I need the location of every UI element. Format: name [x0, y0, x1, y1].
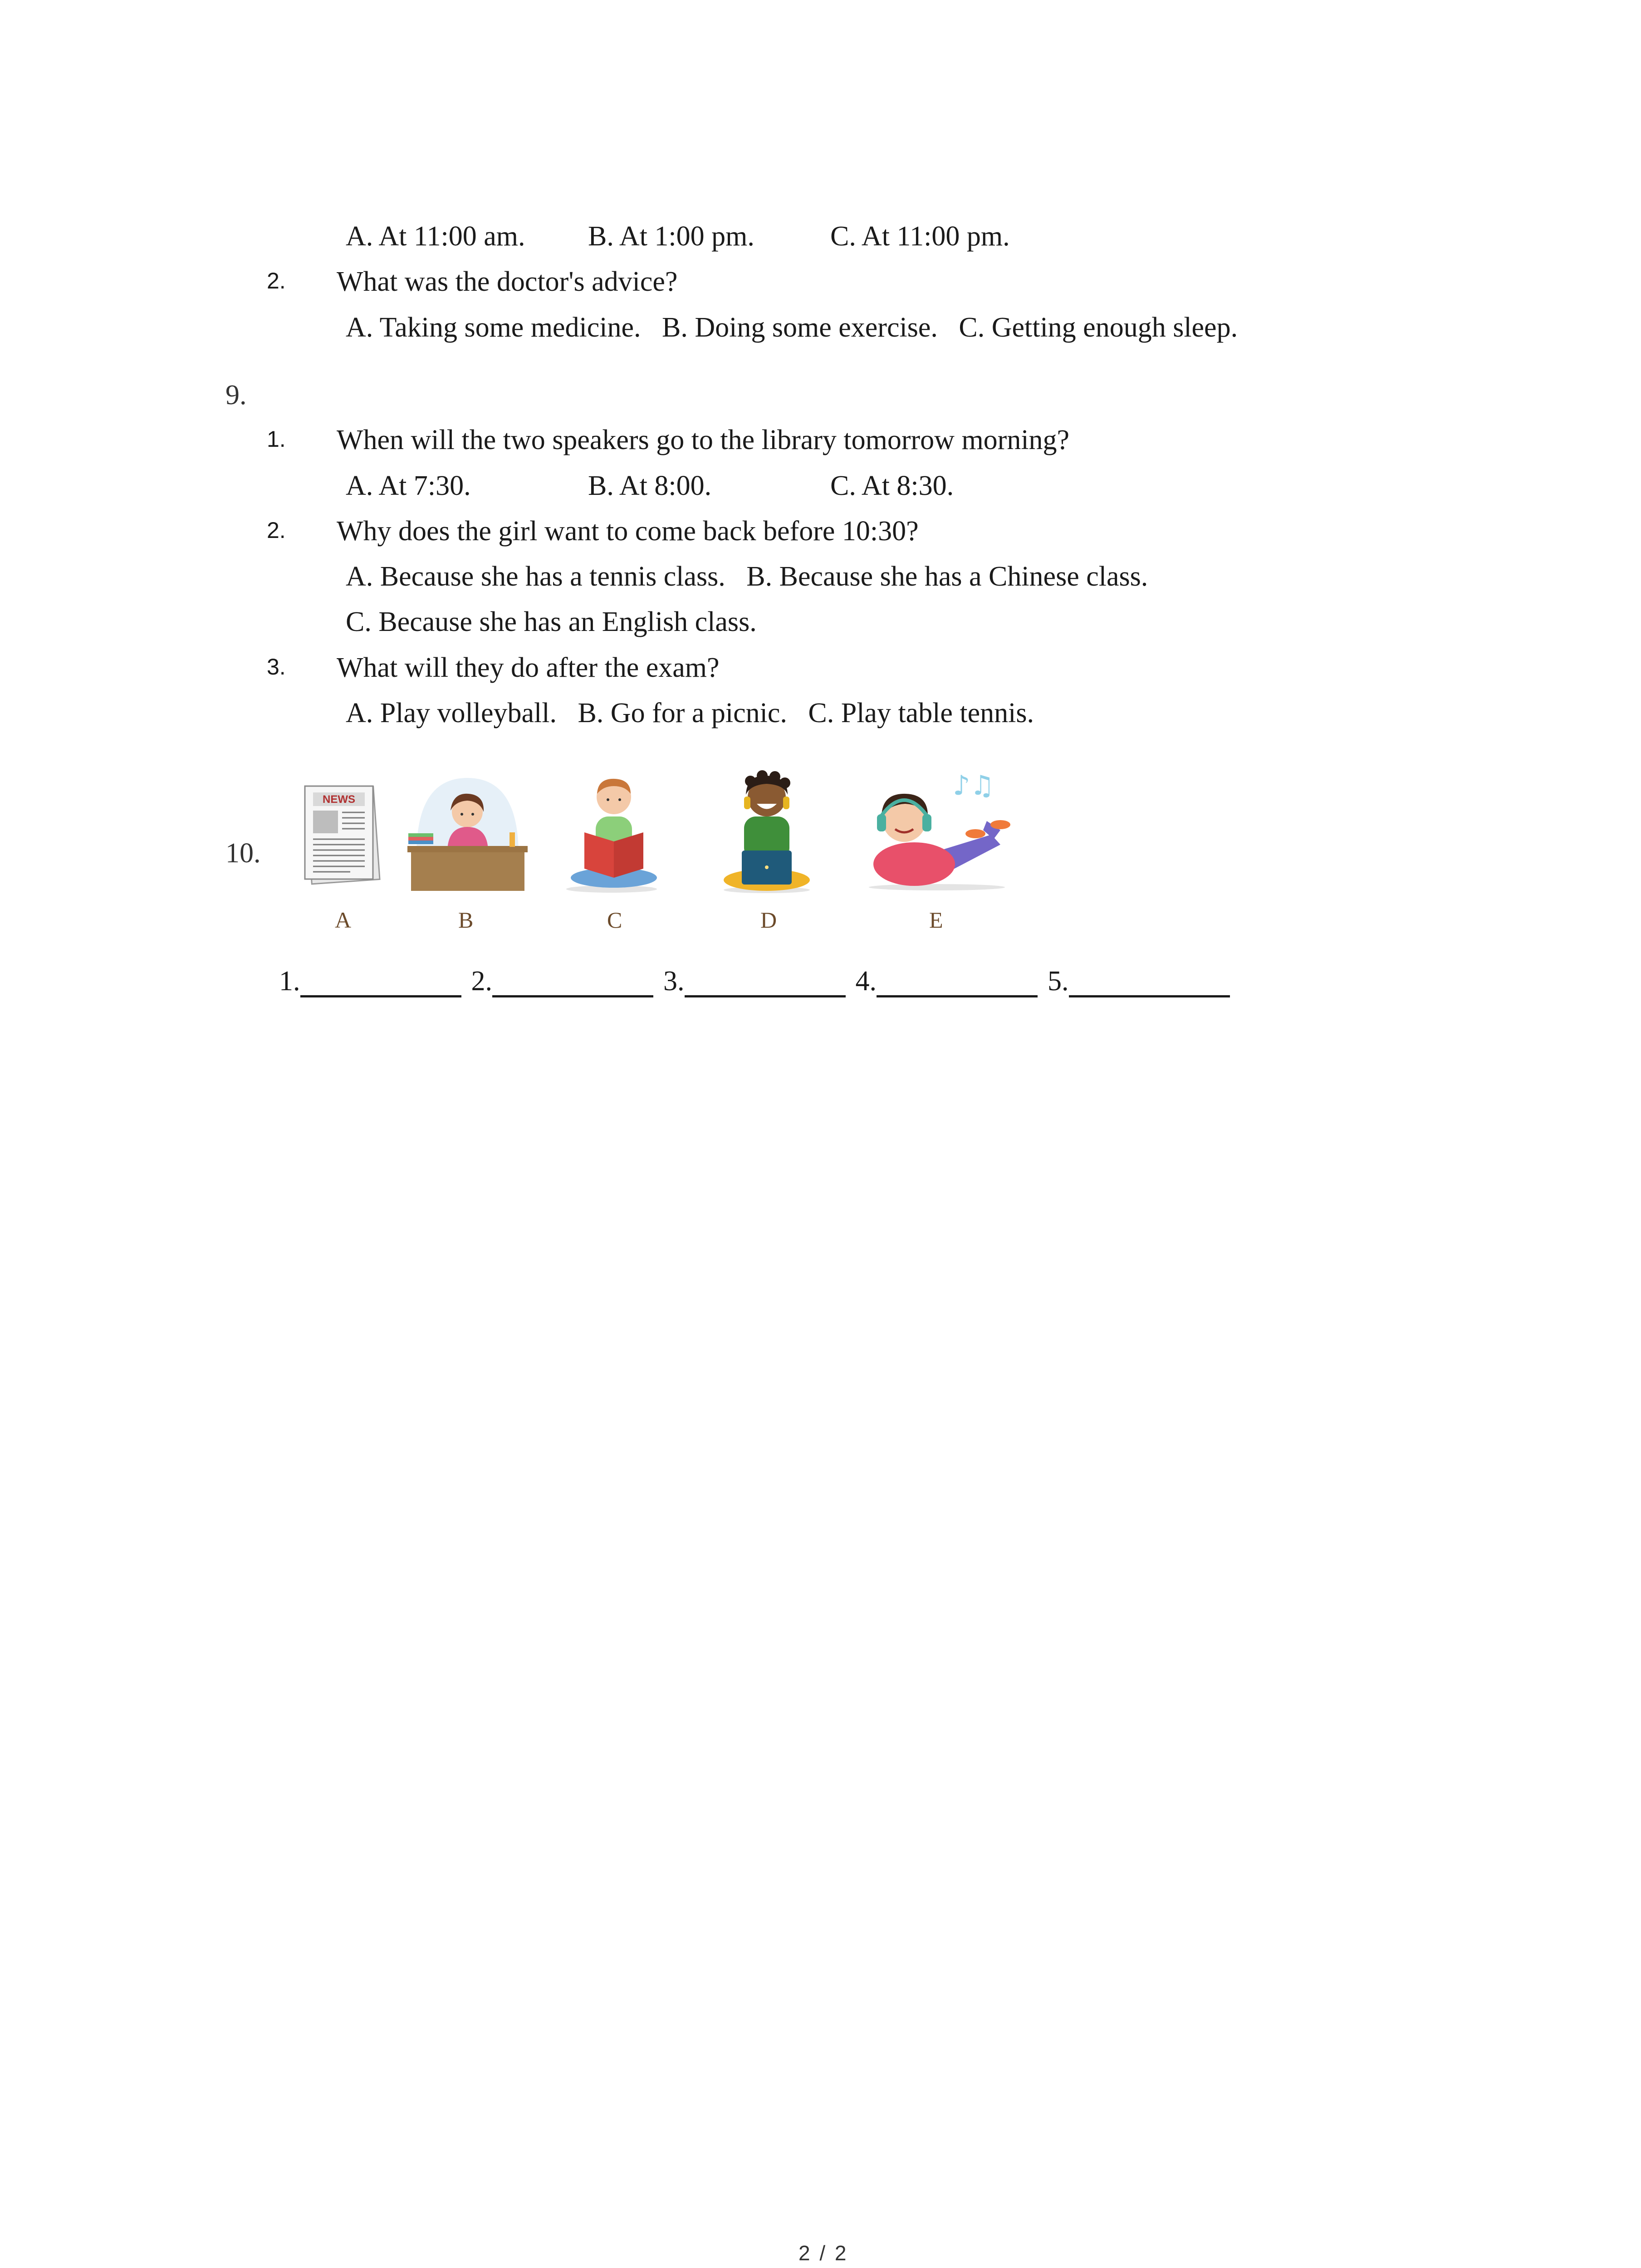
svg-text:♪♫: ♪♫ [953, 770, 995, 802]
blank-label-4: 4. [855, 966, 877, 997]
picture-label-b: B [458, 907, 474, 933]
blank-label-5: 5. [1048, 966, 1069, 997]
picture-label-c: C [607, 907, 622, 933]
boy-laptop-icon [717, 771, 817, 894]
s9-q2-options-line1: A. Because she has a tennis class. B. Because she has a Chinese class. [346, 561, 1148, 592]
s8-q2-text: What was the doctor's advice? [337, 266, 678, 297]
answer-blank-2[interactable] [492, 969, 653, 997]
answer-blank-5[interactable] [1069, 969, 1230, 997]
blank-label-3: 3. [663, 966, 685, 997]
s9-q1-number: 1. [267, 426, 286, 452]
blank-label-1: 1. [279, 966, 300, 997]
s10-label: 10. [225, 838, 261, 869]
picture-label-e: E [929, 907, 943, 933]
s8-q1-option-a: A. At 11:00 am. [346, 221, 525, 252]
s9-q3-options: A. Play volleyball. B. Go for a picnic. C. Play table tennis. [346, 698, 1034, 728]
answer-blank-4[interactable] [877, 969, 1038, 997]
girl-writing-icon [403, 769, 532, 894]
s9-q2-number: 2. [267, 518, 286, 543]
s9-q1-option-b: B. At 8:00. [588, 470, 712, 501]
s8-q1-option-b: B. At 1:00 pm. [588, 221, 754, 252]
answer-blank-3[interactable] [685, 969, 846, 997]
newspaper-icon [300, 782, 384, 889]
girl-music-icon [864, 767, 1016, 894]
newspaper-word: NEWS [323, 793, 355, 806]
s9-q2-options-line2: C. Because she has an English class. [346, 606, 757, 637]
s9-q3-number: 3. [267, 654, 286, 679]
answer-blanks [279, 965, 1238, 997]
s8-q2-options: A. Taking some medicine. B. Doing some exercise. C. Getting enough sleep. [346, 312, 1238, 343]
s9-label: 9. [225, 380, 247, 411]
s9-q3-text: What will they do after the exam? [337, 652, 720, 683]
answer-blank-1[interactable] [300, 969, 461, 997]
picture-label-d: D [760, 907, 777, 933]
picture-label-a: A [335, 907, 352, 933]
s9-q1-text: When will the two speakers go to the library tomorrow morning? [337, 425, 1070, 455]
boy-reading-icon [562, 773, 666, 894]
s8-q2-number: 2. [267, 268, 286, 293]
blank-label-2: 2. [471, 966, 492, 997]
s8-q1-option-c: C. At 11:00 pm. [830, 221, 1010, 252]
s9-q1-option-c: C. At 8:30. [830, 470, 954, 501]
s9-q2-text: Why does the girl want to come back before 10:30? [337, 516, 919, 547]
s9-q1-option-a: A. At 7:30. [346, 470, 471, 501]
page-number: 2 / 2 [798, 2241, 848, 2265]
